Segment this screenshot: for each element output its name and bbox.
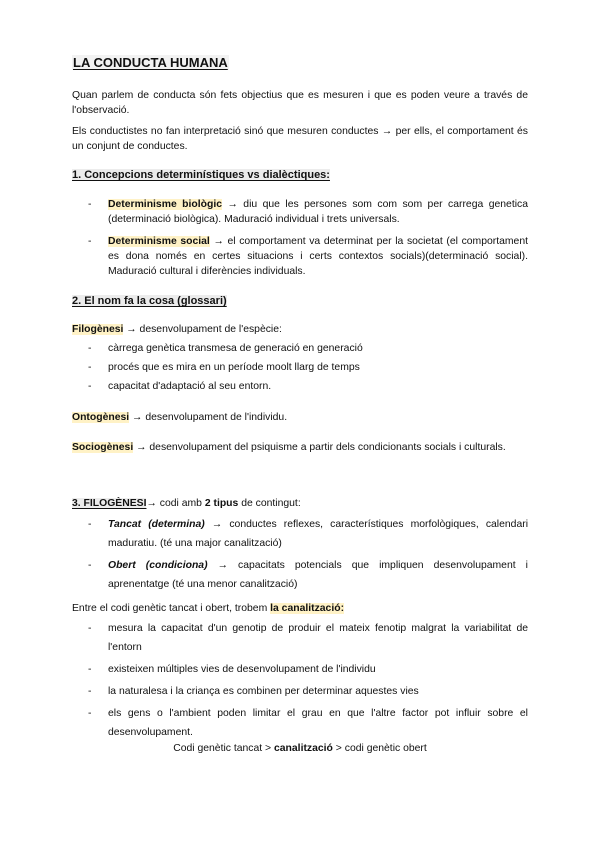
list-item: - mesura la capacitat d'un genotip de produir el mateix fenotip malgrat la variabilitat de l'entorn (88, 619, 528, 657)
page-title: LA CONDUCTA HUMANA (73, 55, 228, 70)
list-item: - capacitat d'adaptació al seu entorn. (88, 379, 528, 394)
list-item: - Determinisme biològic → diu que les persones som com som per carrega genetica (determinació biològica). Maduració individual i trets universals. (88, 197, 528, 227)
term-determinisme-biologic: Determinisme biològic (108, 199, 222, 210)
section-3-heading: 3. FILOGÈNESI→ codi amb 2 tipus de contingut: (72, 498, 301, 509)
canalitzacio-list (88, 619, 528, 742)
term-obert: Obert (condiciona) (108, 560, 208, 571)
list-item: - els gens o l'ambient poden limitar el grau en que l'altre factor pot influir sobre el desenvolupament. (88, 704, 528, 742)
list-item: - procés que es mira en un període moolt llarg de temps (88, 360, 528, 375)
intro-paragraph-1: Quan parlem de conducta són fets objectius que es mesuren i que es poden veure a través de l'observació. (72, 90, 528, 116)
section-3-list (88, 515, 528, 594)
filogenesi-list (88, 341, 528, 394)
section-2-heading: 2. El nom fa la cosa (glossari) (72, 295, 227, 307)
intro-paragraph-2: Els conductistes no fan interpretació sinó que mesuren conductes → per ells, el comportament és un conjunt de conductes. (72, 126, 528, 152)
sociogenesi-definition: Sociogènesi → desenvolupament del psiquisme a partir dels condicionants socials i culturals. (72, 442, 506, 453)
canalitzacio-summary: Codi genètic tancat > canalització > codi genètic obert (173, 743, 427, 754)
term-tancat: Tancat (determina) (108, 519, 205, 530)
section-1-list (88, 197, 528, 279)
list-item: - la naturalesa i la criança es combinen per determinar aquestes vies (88, 682, 528, 701)
canalitzacio-intro: Entre el codi genètic tancat i obert, trobem la canalització: (72, 603, 345, 614)
filogenesi-definition: Filogènesi → desenvolupament de l'espècie: (72, 324, 282, 335)
ontogenesi-definition: Ontogènesi → desenvolupament de l'individu. (72, 412, 288, 423)
section-1-heading: 1. Concepcions determinístiques vs dialèctiques: (72, 169, 330, 181)
list-item: - existeixen múltiples vies de desenvolupament de l'individu (88, 660, 528, 679)
list-item: - Tancat (determina) → conductes reflexes, característiques morfològiques, calendari maduratiu. (té una major canalització) (88, 515, 528, 553)
list-item: - Determinisme social → el comportament va determinat per la societat (el comportament es dona només en certes situacions i certs contextos socials)(determinació social). Maduració cultural i diferències individuals. (88, 234, 528, 279)
list-item: - càrrega genètica transmesa de generació en generació (88, 341, 528, 356)
term-determinisme-social: Determinisme social (108, 236, 210, 247)
list-item: - Obert (condiciona) → capacitats potencials que impliquen desenvolupament i aprenentatge (té una menor canalització) (88, 556, 528, 594)
